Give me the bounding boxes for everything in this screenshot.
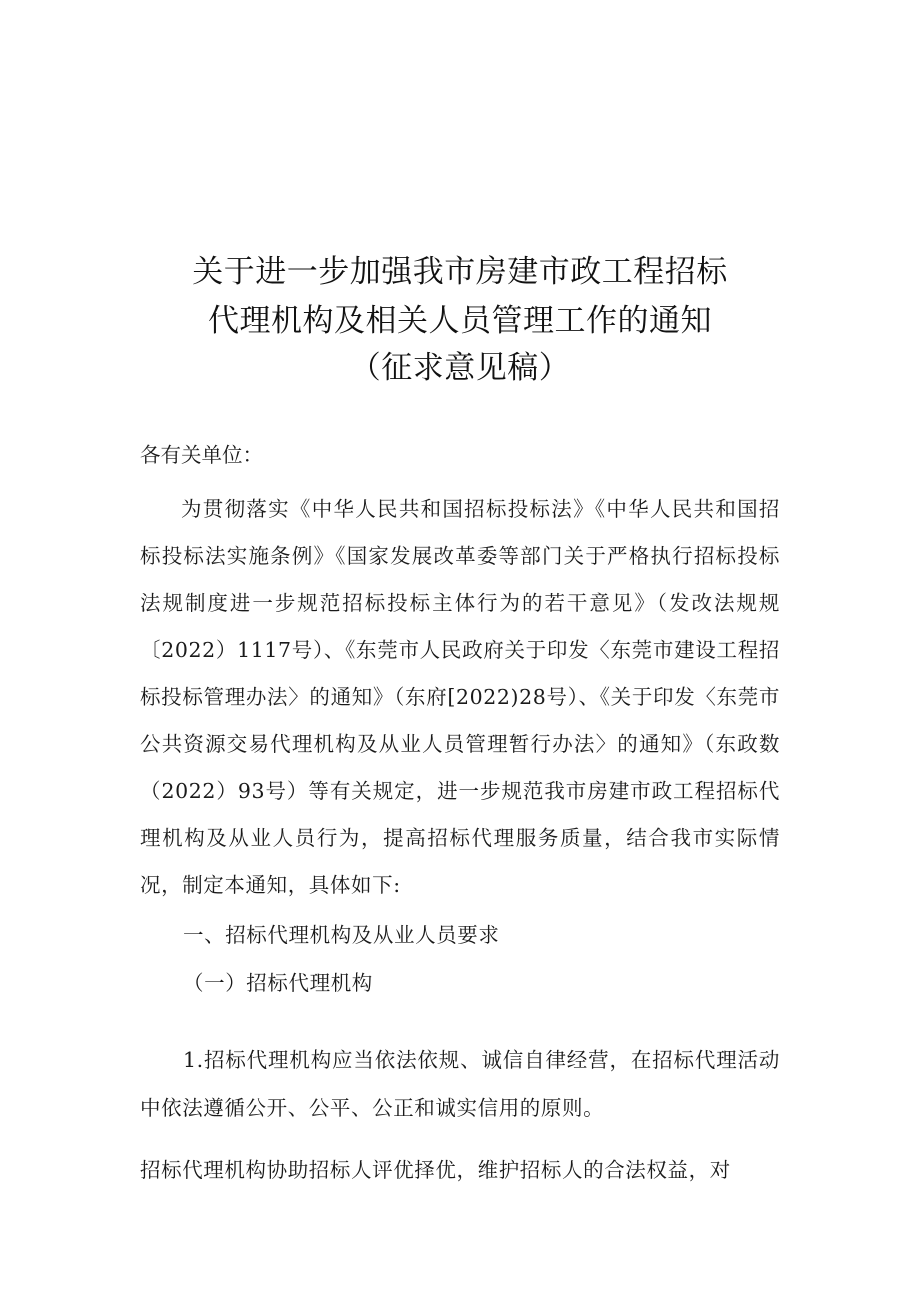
intro-paragraph: 为贯彻落实《中华人民共和国招标投标法》《中华人民共和国招标投标法实施条例》《国家发展改革委等部门关于严格执行招标投标法规制度进一步规范招标投标主体行为的若干意见》（发改法规规〔2022）1117号）、《东莞市人民政府关于印发〈东莞市建设工程招标投标管理办法〉的通知》（东府[2022)28号）、《关于印发〈东莞市公共资源交易代理机构及从业人员管理暂行办法〉的通知》（东政数（2022）93号）等有关规定，进一步规范我市房建市政工程招标代理机构及从业人员行为，提高招标代理服务质量，结合我市实际情况，制定本通知，具体如下: xyxy=(140,497,780,897)
section-heading-1: 一、招标代理机构及从业人员要求 xyxy=(183,923,500,947)
clause-paragraph-1: 1.招标代理机构应当依法依规、诚信自律经营，在招标代理活动中依法遵循公开、公平、公正和诚实信用的原则。 xyxy=(140,1048,780,1120)
document-title-line-2: 代理机构及相关人员管理工作的通知 xyxy=(208,303,712,339)
salutation: 各有关单位： xyxy=(140,443,263,467)
document-title-line-1: 关于进一步加强我市房建市政工程招标 xyxy=(192,254,728,290)
subsection-heading-1: （一）招标代理机构 xyxy=(183,971,373,995)
document-title-line-3: （征求意见稿） xyxy=(349,350,571,386)
clause-paragraph-2: 招标代理机构协助招标人评优择优，维护招标人的合法权益，对 xyxy=(140,1158,731,1182)
